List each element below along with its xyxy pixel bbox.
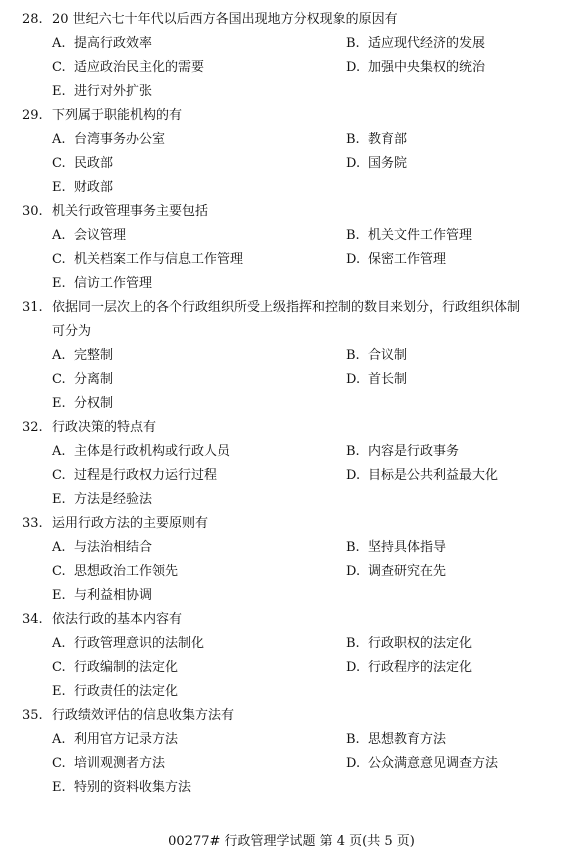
option-a — [22, 440, 316, 464]
question-28 — [22, 8, 567, 104]
option-e — [22, 176, 316, 200]
option-text: 利用官方记录方法 — [74, 732, 179, 747]
option-row — [22, 680, 567, 704]
option-label: E. — [52, 780, 66, 795]
option-c — [22, 464, 316, 488]
option-row — [22, 584, 567, 608]
option-label: C. — [52, 468, 66, 483]
option-c — [22, 152, 316, 176]
question-text: 依法行政的基本内容有 — [52, 612, 183, 627]
question-30 — [22, 200, 567, 296]
option-c — [22, 248, 316, 272]
option-row — [22, 488, 567, 512]
option-b — [316, 128, 407, 152]
option-label: D. — [346, 468, 361, 483]
option-a — [22, 536, 316, 560]
question-29 — [22, 104, 567, 200]
option-row — [22, 128, 567, 152]
option-e — [22, 80, 316, 104]
option-b — [316, 224, 472, 248]
question-31 — [22, 296, 567, 416]
option-row — [22, 752, 567, 776]
option-row — [22, 536, 567, 560]
option-row — [22, 224, 567, 248]
option-b — [316, 344, 407, 368]
option-text: 行政程序的法定化 — [368, 660, 473, 675]
option-label: C. — [52, 564, 66, 579]
question-number: 31. — [22, 300, 43, 315]
option-label: A. — [52, 444, 66, 459]
option-label: B. — [346, 348, 360, 363]
option-b — [316, 632, 472, 656]
option-text: 培训观测者方法 — [74, 756, 166, 771]
option-row — [22, 392, 567, 416]
option-label: E. — [52, 588, 66, 603]
option-text: 首长制 — [368, 372, 408, 387]
option-label: E. — [52, 492, 66, 507]
option-text: 财政部 — [74, 180, 114, 195]
option-text: 提高行政效率 — [74, 36, 153, 51]
option-row — [22, 152, 567, 176]
option-text: 方法是经验法 — [74, 492, 153, 507]
option-text: 加强中央集权的统治 — [368, 60, 486, 75]
option-d — [316, 656, 472, 680]
question-stem — [22, 704, 567, 728]
option-text: 合议制 — [368, 348, 408, 363]
question-list — [22, 8, 567, 800]
option-label: C. — [52, 60, 66, 75]
option-row — [22, 464, 567, 488]
question-number: 30. — [22, 204, 43, 219]
option-text: 内容是行政事务 — [368, 444, 460, 459]
option-label: D. — [346, 564, 361, 579]
option-text: 教育部 — [368, 132, 408, 147]
option-label: E. — [52, 180, 66, 195]
question-stem — [22, 104, 567, 128]
option-text: 台湾事务办公室 — [74, 132, 166, 147]
option-label: B. — [346, 444, 360, 459]
question-number: 32. — [22, 420, 43, 435]
question-text: 20 世纪六七十年代以后西方各国出现地方分权现象的原因有 — [52, 12, 398, 27]
option-label: D. — [346, 156, 361, 171]
option-row — [22, 560, 567, 584]
option-label: C. — [52, 252, 66, 267]
option-text: 机关档案工作与信息工作管理 — [74, 252, 244, 267]
option-text: 民政部 — [74, 156, 114, 171]
option-label: D. — [346, 660, 361, 675]
option-label: A. — [52, 132, 66, 147]
question-number: 28. — [22, 12, 43, 27]
option-text: 思想教育方法 — [368, 732, 447, 747]
option-e — [22, 584, 316, 608]
option-text: 与利益相协调 — [74, 588, 153, 603]
option-text: 进行对外扩张 — [74, 84, 153, 99]
option-row — [22, 80, 567, 104]
option-c — [22, 656, 316, 680]
option-text: 过程是行政权力运行过程 — [74, 468, 218, 483]
option-row — [22, 272, 567, 296]
question-stem — [22, 296, 567, 344]
option-a — [22, 344, 316, 368]
option-text: 与法治相结合 — [74, 540, 153, 555]
option-a — [22, 32, 316, 56]
question-number: 33. — [22, 516, 43, 531]
option-d — [316, 368, 407, 392]
option-e — [22, 392, 316, 416]
option-label: C. — [52, 156, 66, 171]
option-label: B. — [346, 36, 360, 51]
question-number: 34. — [22, 612, 43, 627]
option-text: 完整制 — [74, 348, 114, 363]
option-row — [22, 368, 567, 392]
option-text: 行政编制的法定化 — [74, 660, 179, 675]
question-35 — [22, 704, 567, 800]
option-row — [22, 56, 567, 80]
option-text: 机关文件工作管理 — [368, 228, 473, 243]
page-footer: 00277# 行政管理学试题 第 4 页(共 5 页) — [168, 834, 415, 849]
option-text: 分离制 — [74, 372, 114, 387]
option-row — [22, 776, 567, 800]
option-d — [316, 464, 498, 488]
option-row — [22, 344, 567, 368]
option-b — [316, 32, 485, 56]
option-label: C. — [52, 372, 66, 387]
question-32 — [22, 416, 567, 512]
option-text: 适应现代经济的发展 — [368, 36, 486, 51]
question-text: 行政决策的特点有 — [52, 420, 157, 435]
option-a — [22, 128, 316, 152]
option-text: 主体是行政机构或行政人员 — [74, 444, 231, 459]
option-a — [22, 632, 316, 656]
option-label: E. — [52, 84, 66, 99]
question-stem — [22, 200, 567, 224]
option-text: 保密工作管理 — [368, 252, 447, 267]
option-e — [22, 776, 316, 800]
option-text: 坚持具体指导 — [368, 540, 447, 555]
option-c — [22, 56, 316, 80]
option-c — [22, 752, 316, 776]
question-stem — [22, 608, 567, 632]
option-d — [316, 752, 498, 776]
option-d — [316, 56, 485, 80]
question-text-continued: 可分为 — [52, 324, 92, 339]
option-label: A. — [52, 732, 66, 747]
question-stem — [22, 416, 567, 440]
option-text: 适应政治民主化的需要 — [74, 60, 205, 75]
option-label: A. — [52, 540, 66, 555]
question-33 — [22, 512, 567, 608]
question-text: 依据同一层次上的各个行政组织所受上级指挥和控制的数目来划分，行政组织体制 — [52, 300, 521, 315]
option-d — [316, 152, 407, 176]
option-text: 调查研究在先 — [368, 564, 447, 579]
option-label: D. — [346, 252, 361, 267]
question-stem — [22, 512, 567, 536]
option-text: 信访工作管理 — [74, 276, 153, 291]
option-row — [22, 248, 567, 272]
option-label: C. — [52, 756, 66, 771]
option-label: D. — [346, 372, 361, 387]
option-text: 会议管理 — [74, 228, 127, 243]
option-text: 行政职权的法定化 — [368, 636, 473, 651]
option-text: 分权制 — [74, 396, 114, 411]
question-34 — [22, 608, 567, 704]
option-label: B. — [346, 636, 360, 651]
option-text: 思想政治工作领先 — [74, 564, 179, 579]
option-label: D. — [346, 756, 361, 771]
option-d — [316, 560, 446, 584]
option-row — [22, 176, 567, 200]
option-c — [22, 560, 316, 584]
question-number: 35. — [22, 708, 43, 723]
option-label: A. — [52, 636, 66, 651]
option-text: 国务院 — [368, 156, 408, 171]
option-e — [22, 272, 316, 296]
option-label: E. — [52, 276, 66, 291]
option-text: 行政管理意识的法制化 — [74, 636, 205, 651]
option-label: B. — [346, 132, 360, 147]
option-text: 公众满意意见调查方法 — [368, 756, 499, 771]
option-row — [22, 632, 567, 656]
question-text: 下列属于职能机构的有 — [52, 108, 183, 123]
option-a — [22, 728, 316, 752]
option-row — [22, 440, 567, 464]
option-b — [316, 536, 446, 560]
question-text: 运用行政方法的主要原则有 — [52, 516, 209, 531]
option-text: 目标是公共利益最大化 — [368, 468, 499, 483]
option-c — [22, 368, 316, 392]
question-number: 29. — [22, 108, 43, 123]
question-text: 机关行政管理事务主要包括 — [52, 204, 209, 219]
option-label: E. — [52, 684, 66, 699]
option-text: 行政责任的法定化 — [74, 684, 179, 699]
option-row — [22, 656, 567, 680]
option-label: B. — [346, 228, 360, 243]
option-row — [22, 32, 567, 56]
option-d — [316, 248, 446, 272]
option-label: B. — [346, 732, 360, 747]
question-text: 行政绩效评估的信息收集方法有 — [52, 708, 235, 723]
option-b — [316, 728, 446, 752]
question-stem — [22, 8, 567, 32]
option-e — [22, 680, 316, 704]
option-label: A. — [52, 228, 66, 243]
option-e — [22, 488, 316, 512]
option-label: A. — [52, 36, 66, 51]
option-label: D. — [346, 60, 361, 75]
option-b — [316, 440, 459, 464]
option-a — [22, 224, 316, 248]
option-row — [22, 728, 567, 752]
option-label: A. — [52, 348, 66, 363]
option-label: C. — [52, 660, 66, 675]
option-text: 特别的资料收集方法 — [74, 780, 192, 795]
option-label: B. — [346, 540, 360, 555]
option-label: E. — [52, 396, 66, 411]
